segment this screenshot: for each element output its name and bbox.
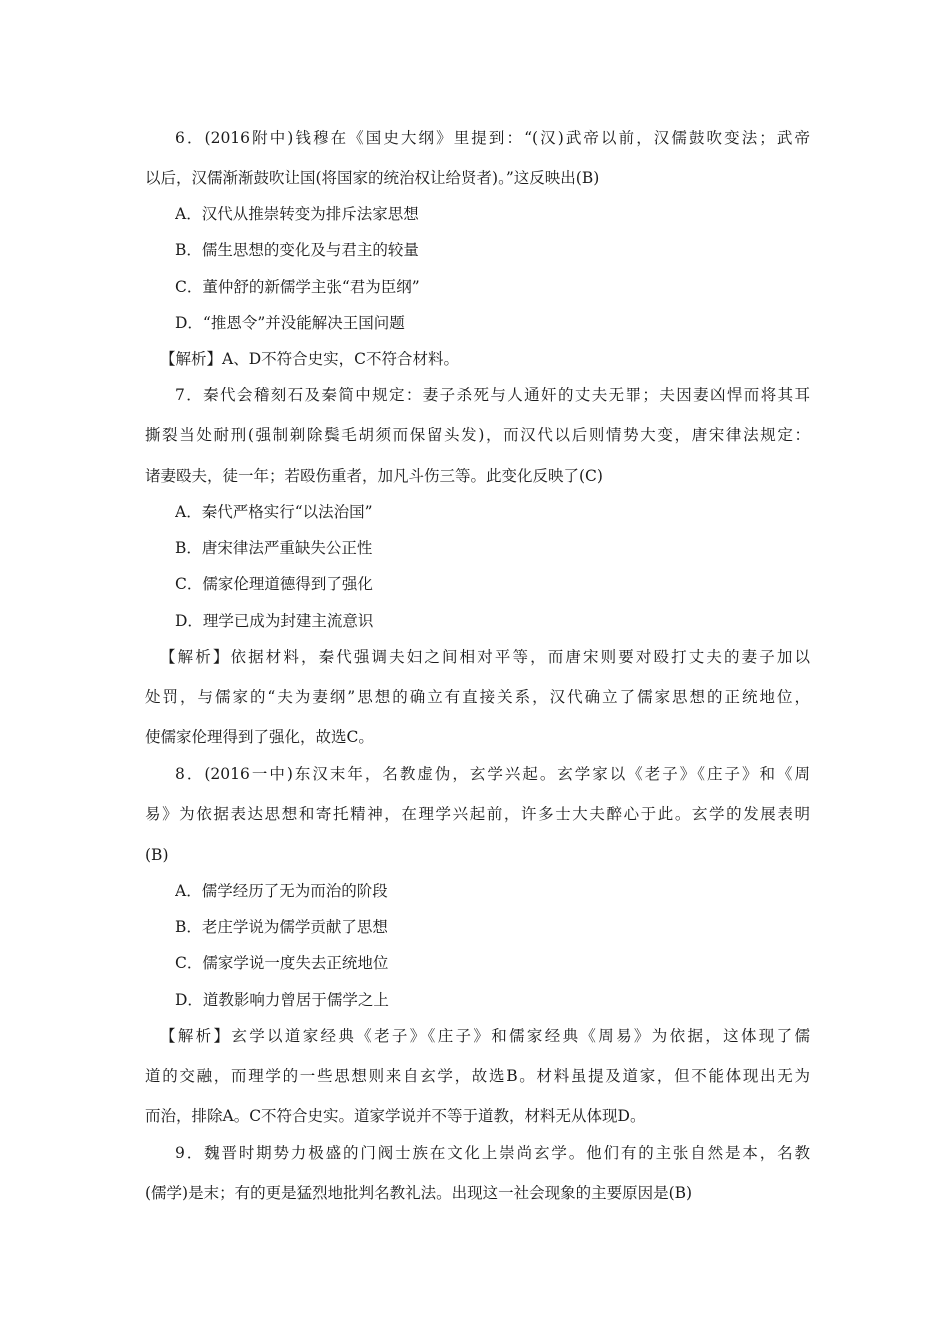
question-8-stem-line-3: (B) <box>145 846 169 864</box>
question-9-stem-line-2: (儒学)是末；有的更是猛烈地批判名教礼法。出现这一社会现象的主要原因是(B) <box>145 1184 693 1202</box>
question-7-analysis-line-1: 【解析】依据材料，秦代强调夫妇之间相对平等，而唐宋则要对殴打丈夫的妻子加以 <box>160 648 810 666</box>
question-8-option-a: A．儒学经历了无为而治的阶段 <box>175 882 388 900</box>
question-7-stem-line-1: 7．秦代会稽刻石及秦简中规定：妻子杀死与人通奸的丈夫无罪；夫因妻凶悍而将其耳 <box>175 386 810 404</box>
question-6-stem-line-2: 以后，汉儒渐渐鼓吹让国(将国家的统治权让给贤者)。”这反映出(B) <box>145 169 600 187</box>
question-6-option-c: C．董仲舒的新儒学主张“君为臣纲” <box>175 278 420 296</box>
question-7-option-d: D．理学已成为封建主流意识 <box>175 612 374 630</box>
question-8-analysis-line-3: 而治，排除A。C不符合史实。道家学说并不等于道教，材料无从体现D。 <box>145 1107 646 1125</box>
question-7-analysis-line-2: 处罚，与儒家的“夫为妻纲”思想的确立有直接关系，汉代确立了儒家思想的正统地位， <box>145 688 810 706</box>
question-7-option-a: A．秦代严格实行“以法治国” <box>175 503 373 521</box>
question-7-stem-line-3: 诸妻殴夫，徒一年；若殴伤重者，加凡斗伤三等。此变化反映了(C) <box>145 467 603 485</box>
question-8-stem-line-2: 易》为依据表达思想和寄托精神，在理学兴起前，许多士大夫醉心于此。玄学的发展表明 <box>145 805 810 823</box>
question-6-option-b: B．儒生思想的变化及与君主的较量 <box>175 241 419 259</box>
question-9-stem-line-1: 9．魏晋时期势力极盛的门阀士族在文化上崇尚玄学。他们有的主张自然是本，名教 <box>175 1144 810 1162</box>
question-7-option-c: C．儒家伦理道德得到了强化 <box>175 575 373 593</box>
question-6-analysis: 【解析】A、D不符合史实，C不符合材料。 <box>160 350 459 368</box>
question-8-option-c: C．儒家学说一度失去正统地位 <box>175 954 389 972</box>
question-6-option-d: D．“推恩令”并没能解决王国问题 <box>175 314 405 332</box>
question-8-stem-line-1: 8．(2016一中)东汉末年，名教虚伪，玄学兴起。玄学家以《老子》《庄子》和《周 <box>175 765 810 783</box>
question-8-analysis-line-2: 道的交融，而理学的一些思想则来自玄学，故选B。材料虽提及道家，但不能体现出无为 <box>145 1067 810 1085</box>
question-7-option-b: B．唐宋律法严重缺失公正性 <box>175 539 373 557</box>
question-6-option-a: A．汉代从推崇转变为排斥法家思想 <box>175 205 419 223</box>
question-7-analysis-line-3: 使儒家伦理得到了强化，故选C。 <box>145 728 374 746</box>
question-6-stem-line-1: 6．(2016附中)钱穆在《国史大纲》里提到：“(汉)武帝以前，汉儒鼓吹变法；武帝 <box>175 129 810 147</box>
question-7-stem-line-2: 撕裂当处耐刑(强制剃除鬓毛胡须而保留头发)，而汉代以后则情势大变，唐宋律法规定： <box>145 426 810 444</box>
question-8-option-d: D．道教影响力曾居于儒学之上 <box>175 991 389 1009</box>
question-8-analysis-line-1: 【解析】玄学以道家经典《老子》《庄子》和儒家经典《周易》为依据，这体现了儒 <box>160 1027 810 1045</box>
question-8-option-b: B．老庄学说为儒学贡献了思想 <box>175 918 388 936</box>
